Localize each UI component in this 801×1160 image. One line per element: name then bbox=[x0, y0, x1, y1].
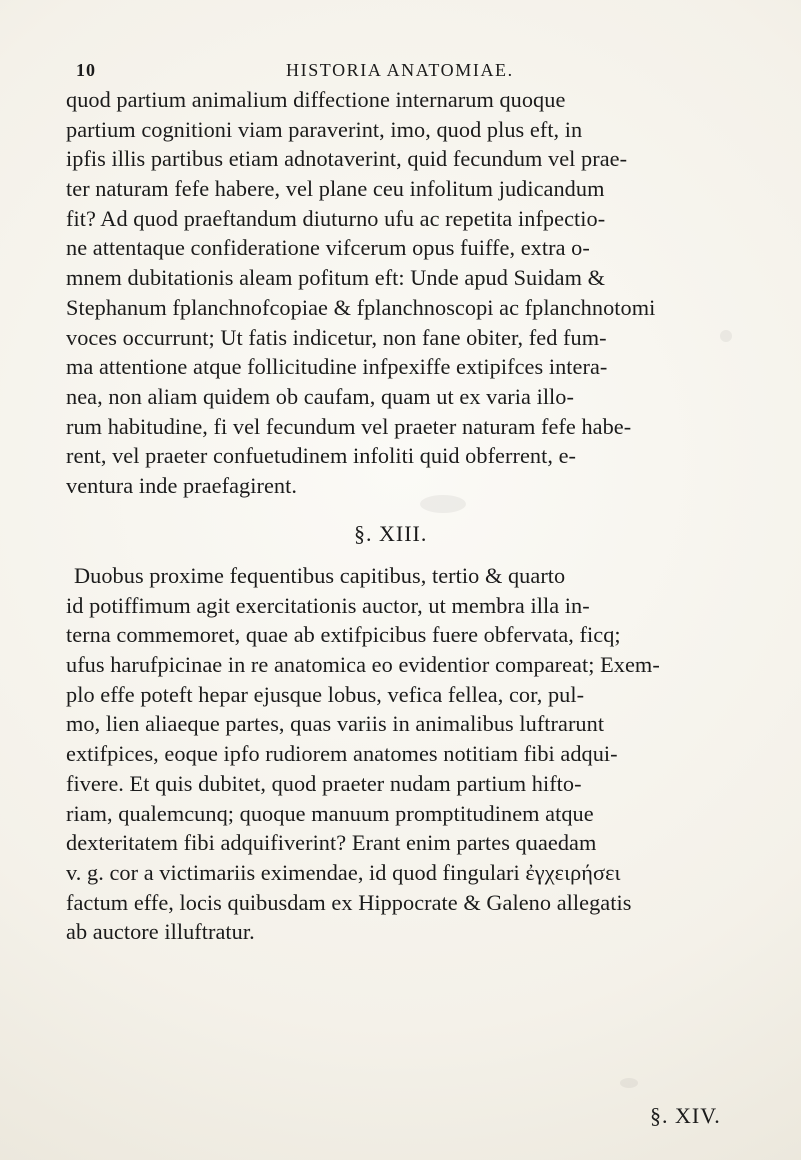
text-line: nea, non aliam quidem ob caufam, quam ut ex varia illo- bbox=[66, 383, 574, 409]
text-line: ufus harufpicinae in re anatomica eo evidentior compareat; Exem- bbox=[66, 652, 660, 678]
text-line: id potiffimum agit exercitationis auctor, ut membra illa in- bbox=[66, 592, 590, 618]
text-line: ventura inde praefagirent. bbox=[66, 472, 297, 498]
paper-spot bbox=[720, 330, 732, 342]
page-number: 10 bbox=[76, 60, 96, 80]
text-line: ma attentione atque follicitudine infpexiffe extipifces intera- bbox=[66, 354, 608, 380]
text-line: partium cognitioni viam paraverint, imo, quod plus eft, in bbox=[66, 116, 583, 142]
running-head: HISTORIA ANATOMIAE. bbox=[286, 60, 514, 80]
text-line: ne attentaque confideratione vifcerum opus fuiffe, extra o- bbox=[66, 235, 590, 261]
text-line: fivere. Et quis dubitet, quod praeter nudam partium hifto- bbox=[66, 770, 582, 796]
text-line: riam, qualemcunq; quoque manuum promptitudinem atque bbox=[66, 800, 594, 826]
text-line: ipfis illis partibus etiam adnotaverint, quid fecundum vel prae- bbox=[66, 146, 628, 172]
text-line: quod partium animalium diffectione internarum quoque bbox=[66, 87, 566, 112]
text-line: dexteritatem fibi adquifiverint? Erant enim partes quaedam bbox=[66, 830, 597, 856]
text-line: Duobus proxime fequentibus capitibus, tertio & quarto bbox=[74, 563, 566, 588]
text-line: mo, lien aliaeque partes, quas variis in animalibus luftrarunt bbox=[66, 711, 605, 737]
section-heading-14: §. XIV. bbox=[650, 1103, 721, 1128]
text-line: ab auctore illuftratur. bbox=[66, 919, 255, 945]
page-header bbox=[64, 58, 744, 86]
text-line: plo effe poteft hepar ejusque lobus, vefica fellea, cor, pul- bbox=[66, 681, 585, 707]
text-line: factum effe, locis quibusdam ex Hippocrate & Galeno allegatis bbox=[66, 889, 632, 915]
text-line: mnem dubitationis aleam pofitum eft: Unde apud Suidam & bbox=[66, 265, 606, 291]
paper-spot bbox=[620, 1078, 638, 1088]
text-line: fit? Ad quod praeftandum diuturno ufu ac repetita infpectio- bbox=[66, 205, 606, 231]
text-line: v. g. cor a victimariis eximendae, id quod fingulari ἐγχειρήσει bbox=[66, 859, 621, 885]
paragraph-2 bbox=[66, 561, 756, 947]
text-line: ter naturam fefe habere, vel plane ceu infolitum judicandum bbox=[66, 176, 605, 202]
text-line: extifpices, eoque ipfo rudiorem anatomes notitiam fibi adqui- bbox=[66, 741, 618, 767]
text-line: Stephanum fplanchnofcopiae & fplanchnoscopi ac fplanchnotomi bbox=[66, 294, 656, 320]
paper-stain bbox=[420, 495, 466, 513]
text-line: rent, vel praeter confuetudinem infoliti quid obferrent, e- bbox=[66, 443, 577, 469]
text-line: rum habitudine, fi vel fecundum vel praeter naturam fefe habe- bbox=[66, 413, 632, 439]
section-heading-13: §. XIII. bbox=[354, 521, 428, 546]
text-line: voces occurrunt; Ut fatis indicetur, non fane obiter, fed fum- bbox=[66, 324, 607, 350]
text-line: terna commemoret, quae ab extifpicibus fuere obfervata, ficq; bbox=[66, 622, 621, 648]
paragraph-1 bbox=[66, 85, 756, 501]
